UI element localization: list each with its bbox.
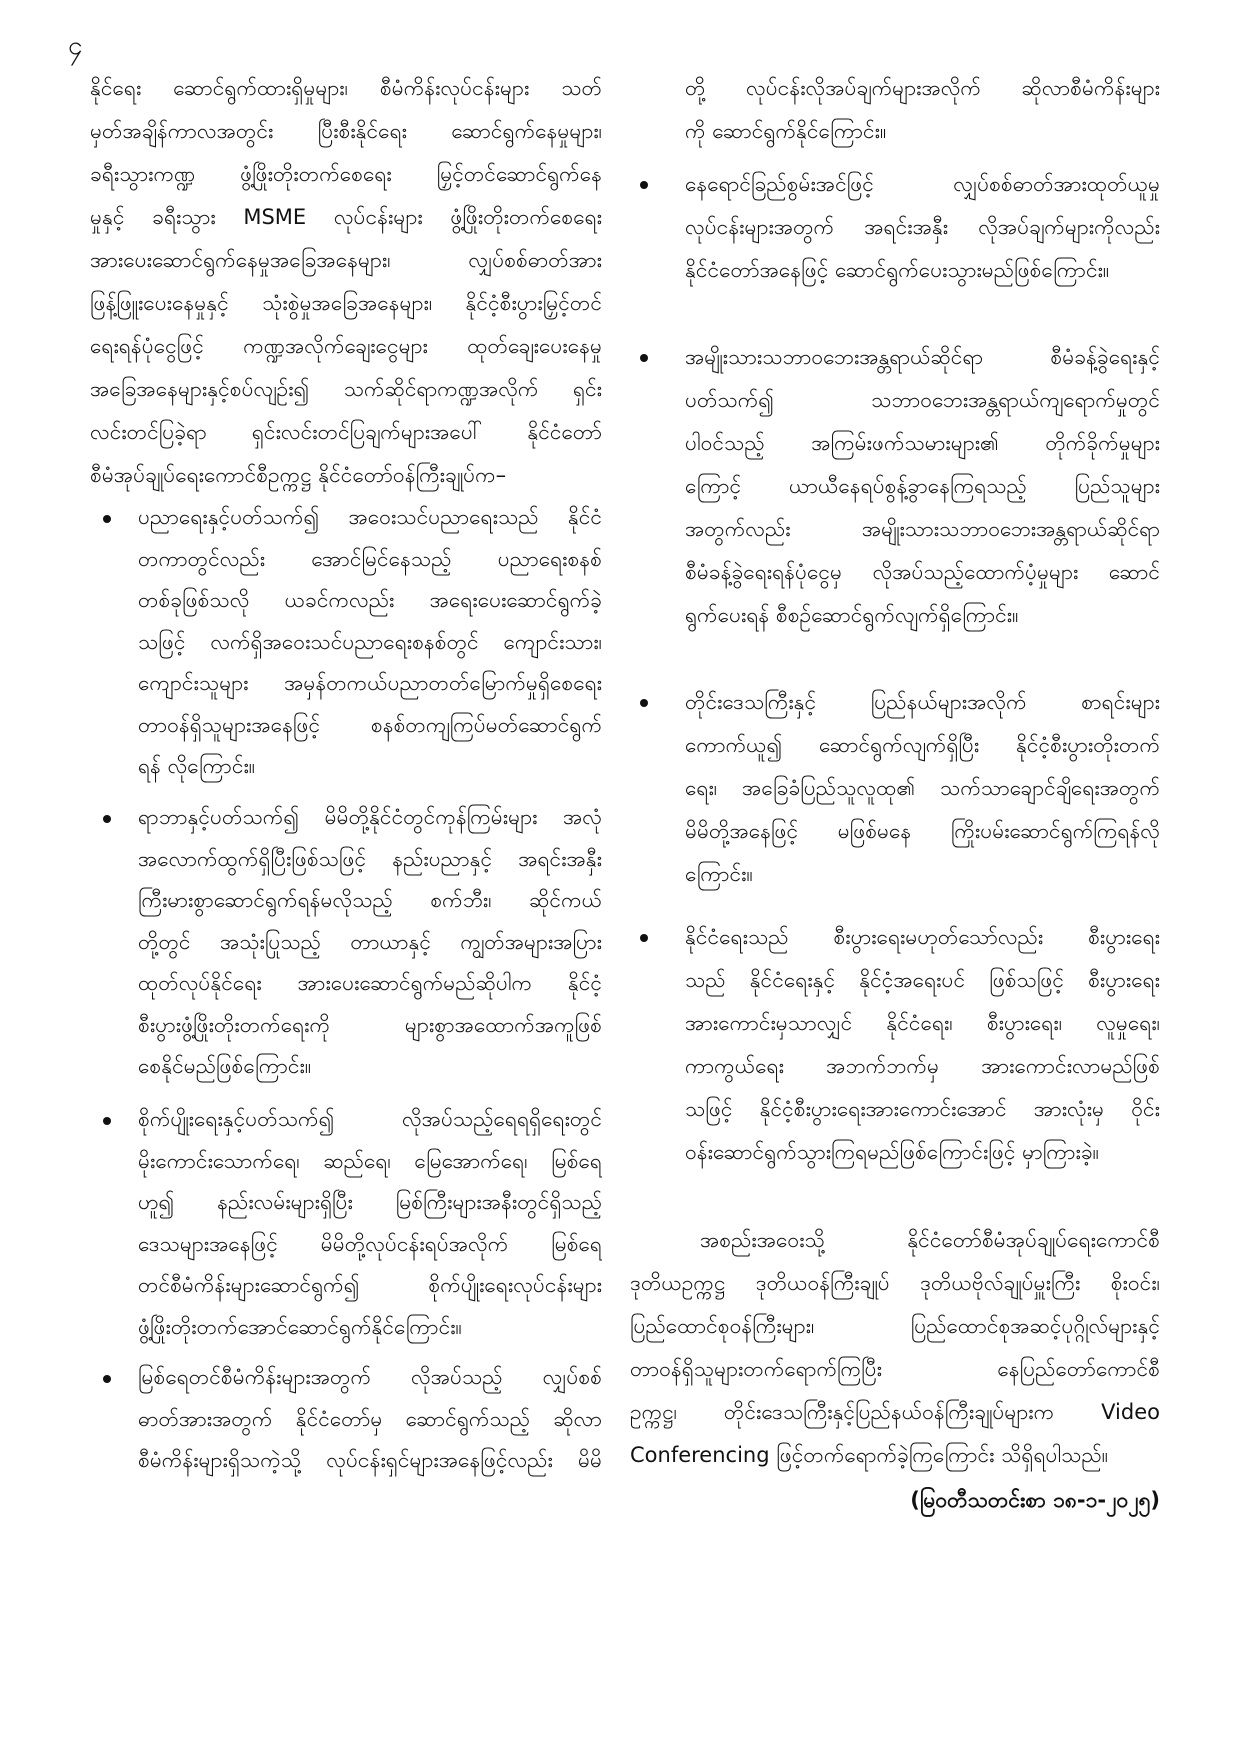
text-line: ဖွံ့ဖြိုးတိုးတက်အောင်ဆောင်ရွက်နိုင်ကြောင်း။ xyxy=(138,1314,462,1339)
text-line: ရာဘာနှင့်ပတ်သက်၍ မိမိတို့နိုင်ငံတွင်ကုန်ကြမ်းများ အလုံ xyxy=(138,805,602,829)
text-line: စီမံကိန်းများရှိသကဲ့သို့ လုပ်ငန်းရှင်များအနေဖြင့်လည်း မိမိ xyxy=(138,1448,602,1472)
text-line: Conferencing ဖြင့်တက်ရောက်ခဲ့ကြကြောင်း သိရှိရပါသည်။ xyxy=(630,1443,1109,1467)
text-line: ဓာတ်အားအတွက် နိုင်ငံတော်မှ ဆောင်ရွက်သည့် ဆိုလာ xyxy=(138,1406,602,1431)
text-line: စီမံခန့်ခွဲရေးရန်ပုံငွေမှ လိုအပ်သည့်ထောက်ပံ့မှုများ ဆောင် xyxy=(685,560,1160,584)
text-line: ကာကွယ်ရေး အဘက်ဘက်မှ အားကောင်းလာမည်ဖြစ် xyxy=(685,1054,1160,1078)
text-line: အားကောင်းမှသာလျှင် နိုင်ငံရေး၊ စီးပွားရေး၊ လူမှုရေး၊ xyxy=(685,1011,1160,1035)
bullet-dot-icon xyxy=(103,815,111,823)
text-line: သဖြင့် နိုင်ငံ့စီးပွားရေးအားကောင်းအောင် အားလုံးမှ ဝိုင်း xyxy=(685,1097,1160,1121)
text-line: တို့တွင် အသုံးပြုသည့် တာယာနှင့် ကျွတ်အများအပြား xyxy=(138,929,602,954)
text-line: ရန် လိုကြောင်း။ xyxy=(138,754,256,778)
text-line: စိုက်ပျိုးရေးနှင့်ပတ်သက်၍ လိုအပ်သည့်ရေရရှိရေးတွင် xyxy=(138,1107,602,1131)
text-line: သည် နိုင်ငံရေးနှင့် နိုင်ငံ့အရေးပင် ဖြစ်သဖြင့် စီးပွားရေး xyxy=(685,968,1160,992)
bullet-dot-icon xyxy=(103,1375,111,1383)
text-line: လင်းတင်ပြခဲ့ရာ ရှင်းလင်းတင်ပြချက်များအပေါ် နိုင်ငံတော် xyxy=(90,420,602,444)
text-line: မြစ်ရေတင်စီမံကိန်းများအတွက် လိုအပ်သည့် လျှပ်စစ် xyxy=(138,1365,602,1389)
text-line: တင်စီမံကိန်းများဆောင်ရွက်၍ စိုက်ပျိုးရေးလုပ်ငန်းများ xyxy=(138,1273,602,1297)
text-line: တိုင်းဒေသကြီးနှင့် ပြည်နယ်များအလိုက် စာရင်းများ xyxy=(685,690,1160,714)
text-line: စီးပွားဖွံ့ဖြိုးတိုးတက်ရေးကို များစွာအထောက်အကူဖြစ် xyxy=(138,1012,602,1037)
bullet-dot-icon xyxy=(103,515,111,523)
bullet-dot-icon xyxy=(103,1117,111,1125)
text-line: မှတ်အချိန်ကာလအတွင်း ပြီးစီးနိုင်ရေး ဆောင်ရွက်နေမှုများ၊ xyxy=(90,119,602,143)
text-line: ရွက်ပေးရန် စီစဉ်ဆောင်ရွက်လျက်ရှိကြောင်း။ xyxy=(685,603,1019,627)
bullet-regions xyxy=(685,681,1160,896)
text-line: ကျောင်းသူများ အမှန်တကယ်ပညာတတ်မြောက်မှုရှိစေရေး xyxy=(138,671,602,695)
text-line: ကြောင်း။ xyxy=(685,862,753,886)
text-line: ပါဝင်သည့် အကြမ်းဖက်သမားများ၏ တိုက်ခိုက်မှုများ xyxy=(685,431,1160,455)
text-line: တို့ လုပ်ငန်းလိုအပ်ချက်များအလိုက် ဆိုလာစီမံကိန်းများ xyxy=(685,76,1160,100)
text-line: နိုင်ငံတော်အနေဖြင့် ဆောင်ရွက်ပေးသွားမည်ဖြစ်ကြောင်း။ xyxy=(685,258,1110,282)
text-line: တာဝန်ရှိသူများတက်ရောက်ကြပြီး နေပြည်တော်ကောင်စီ xyxy=(630,1357,1160,1381)
text-line: နိုင်ငံရေးသည် စီးပွားရေးမဟုတ်သော်လည်း စီးပွားရေး xyxy=(685,925,1160,949)
text-line: ဝန်းဆောင်ရွက်သွားကြရမည်ဖြစ်ကြောင်းဖြင့် မှာကြားခဲ့။ xyxy=(685,1140,1100,1164)
news-source-citation: (မြဝတီသတင်းစာ ၁၈-၁-၂၀၂၅) xyxy=(910,1488,1160,1512)
text-line: ကို ဆောင်ရွက်နိုင်ကြောင်း။ xyxy=(685,119,887,143)
text-line: ကောက်ယူ၍ ဆောင်ရွက်လျက်ရှိပြီး နိုင်ငံ့စီးပွားတိုးတက် xyxy=(685,733,1160,757)
text-line: ဖြန့်ဖြူးပေးနေမှုနှင့် သုံးစွဲမှုအခြေအနေများ၊ နိုင်ငံ့စီးပွားမြှင့်တင် xyxy=(90,291,602,315)
text-line: ဥက္ကဋ္ဌ၊ တိုင်းဒေသကြီးနှင့်ပြည်နယ်ဝန်ကြီးချုပ်များက Video xyxy=(630,1400,1160,1424)
text-line: အစည်းအဝေးသို့ နိုင်ငံတော်စီမံအုပ်ချုပ်ရေးကောင်စီ xyxy=(700,1228,1160,1252)
text-line: မှုနှင့် ခရီးသွား MSME လုပ်ငန်းများ ဖွံ့ဖြိုးတိုးတက်စေရေး xyxy=(90,205,602,229)
text-line: ထုတ်လုပ်နိုင်ရေး အားပေးဆောင်ရွက်မည်ဆိုပါက နိုင်ငံ့ xyxy=(138,971,602,995)
bullet-dot-icon xyxy=(640,699,648,707)
bullet-dot-icon xyxy=(640,934,648,942)
bullet-disaster-management xyxy=(685,336,1160,637)
text-line: တစ်ခုဖြစ်သလို ယခင်ကလည်း အရေးပေးဆောင်ရွက်ခဲ့ xyxy=(138,588,602,612)
text-line: ဒေသများအနေဖြင့် မိမိတို့လုပ်ငန်းရပ်အလိုက် မြစ်ရေ xyxy=(138,1231,602,1256)
text-line: တကာတွင်လည်း အောင်မြင်နေသည့် ပညာရေးစနစ် xyxy=(138,546,602,571)
bullet-dot-icon xyxy=(640,181,648,189)
continuation-paragraph xyxy=(685,67,1160,153)
text-line: ရေး၊ အခြေခံပြည်သူလူထု၏ သက်သာချောင်ချိရေးအတွက် xyxy=(685,776,1160,800)
text-line: လုပ်ငန်းများအတွက် အရင်းအနှီး လိုအပ်ချက်များကိုလည်း xyxy=(685,215,1160,239)
text-line: နိုင်ရေး ဆောင်ရွက်ထားရှိမှုများ၊ စီမံကိန်းလုပ်ငန်းများ သတ် xyxy=(90,76,602,100)
text-line: ကြောင့် ယာယီနေရပ်စွန့်ခွာနေကြရသည့် ပြည်သူများ xyxy=(685,474,1160,498)
text-line: အားပေးဆောင်ရွက်နေမှုအခြေအနေများ၊ လျှပ်စစ်ဓာတ်အား xyxy=(90,248,602,272)
bullet-agriculture xyxy=(138,1099,602,1348)
bullet-economy xyxy=(685,916,1160,1174)
text-line: ရေးရန်ပုံငွေဖြင့် ကဏ္ဍအလိုက်ချေးငွေများ ထုတ်ချေးပေးနေမှု xyxy=(90,334,602,358)
text-line: စေနိုင်မည်ဖြစ်ကြောင်း။ xyxy=(138,1054,312,1078)
page-number: ၄ xyxy=(68,31,83,61)
text-line: အတွက်လည်း အမျိုးသားသဘာဝဘေးအန္တရာယ်ဆိုင်ရာ xyxy=(685,517,1160,541)
bullet-rubber xyxy=(138,797,602,1088)
text-line: ခရီးသွားကဏ္ဍ ဖွံ့ဖြိုးတိုးတက်စေရေး မြှင့်တင်ဆောင်ရွက်နေ xyxy=(90,162,602,186)
bullet-river-pumping xyxy=(138,1357,602,1482)
text-line: နေရောင်ခြည်စွမ်းအင်ဖြင့် လျှပ်စစ်ဓာတ်အားထုတ်ယူမှု xyxy=(685,172,1160,196)
text-line: တာဝန်ရှိသူများအနေဖြင့် စနစ်တကျကြပ်မတ်ဆောင်ရွက် xyxy=(138,712,602,737)
bullet-education xyxy=(138,497,602,788)
text-line: အလောက်ထွက်ရှိပြီးဖြစ်သဖြင့် နည်းပညာနှင့် အရင်းအနှီး xyxy=(138,846,602,871)
text-line: အခြေအနေများနှင့်စပ်လျဉ်း၍ သက်ဆိုင်ရာကဏ္ဍအလိုက် ရှင်း xyxy=(90,377,602,401)
closing-paragraph xyxy=(630,1219,1160,1477)
bullet-solar xyxy=(685,163,1160,292)
text-line: မိုးကောင်းသောက်ရေ၊ ဆည်ရေ၊ မြေအောက်ရေ၊ မြစ်ရေ xyxy=(138,1148,602,1173)
text-line: ပြည်ထောင်စုဝန်ကြီးများ၊ ပြည်ထောင်စုအဆင့်ပုဂ္ဂိုလ်များနှင့် xyxy=(630,1314,1160,1338)
text-line: ပညာရေးနှင့်ပတ်သက်၍ အဝေးသင်ပညာရေးသည် နိုင်ငံ xyxy=(138,505,602,529)
text-line: ဟူ၍ နည်းလမ်းများရှိပြီး မြစ်ကြီးများအနီးတွင်ရှိသည့် xyxy=(138,1190,602,1214)
text-line: ပတ်သက်၍ သဘာဝဘေးအန္တရာယ်ကျရောက်မှုတွင် xyxy=(685,388,1160,412)
intro-paragraph xyxy=(90,67,602,497)
text-line: သဖြင့် လက်ရှိအဝေးသင်ပညာရေးစနစ်တွင် ကျောင်းသား၊ xyxy=(138,629,602,654)
text-line: ဒုတိယဥက္ကဋ္ဌ ဒုတိယဝန်ကြီးချုပ် ဒုတိယဗိုလ်ချုပ်မှူးကြီး စိုးဝင်း၊ xyxy=(630,1271,1160,1295)
text-line: အမျိုးသားသဘာဝဘေးအန္တရာယ်ဆိုင်ရာ စီမံခန့်ခွဲရေးနှင့် xyxy=(685,345,1160,369)
bullet-dot-icon xyxy=(640,354,648,362)
text-line: ကြီးမားစွာဆောင်ရွက်ရန်မလိုသည့် စက်ဘီး၊ ဆိုင်ကယ် xyxy=(138,888,602,912)
text-line: မိမိတို့အနေဖြင့် မဖြစ်မနေ ကြိုးပမ်းဆောင်ရွက်ကြရန်လို xyxy=(685,819,1160,843)
text-line: စီမံအုပ်ချုပ်ရေးကောင်စီဥက္ကဋ္ဌ နိုင်ငံတော်ဝန်ကြီးချုပ်က– xyxy=(90,463,507,487)
